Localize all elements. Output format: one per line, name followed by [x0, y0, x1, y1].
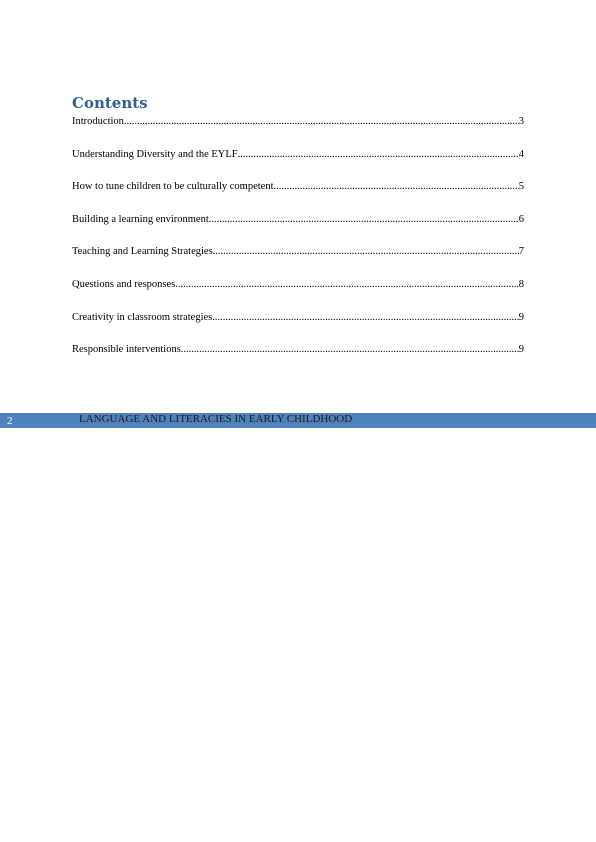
- toc-entry-page: 3: [518, 116, 524, 127]
- toc-entry-title: Responsible interventions: [72, 344, 181, 356]
- toc-entry-title: Introduction: [72, 116, 124, 127]
- toc-dot-leader: [175, 277, 519, 293]
- toc-entry-responsible-interventions[interactable]: [72, 342, 524, 375]
- footer-page-number: 2: [7, 415, 13, 427]
- toc-dot-leader: [209, 212, 519, 228]
- toc-entry-page: 5: [518, 181, 524, 193]
- toc-entry-title: Understanding Diversity and the EYLF: [72, 148, 238, 160]
- table-of-contents: [72, 114, 524, 375]
- contents-heading: Contents: [72, 94, 148, 112]
- toc-entry-understanding-diversity[interactable]: [72, 147, 524, 180]
- toc-entry-title: Creativity in classroom strategies: [72, 311, 213, 323]
- toc-entry-page: 9: [518, 311, 524, 323]
- toc-entry-page: 6: [518, 213, 524, 225]
- toc-entry-page: 4: [518, 148, 524, 160]
- toc-entry-introduction[interactable]: [72, 114, 524, 147]
- toc-dot-leader: [273, 179, 518, 195]
- toc-dot-leader: [213, 244, 519, 260]
- toc-entry-title: How to tune children to be culturally competent: [72, 181, 274, 193]
- toc-dot-leader: [124, 114, 519, 130]
- toc-entry-page: 7: [518, 246, 524, 258]
- toc-entry-title: Building a learning environment: [72, 213, 209, 225]
- toc-entry-questions-responses[interactable]: [72, 277, 524, 310]
- toc-dot-leader: [181, 342, 519, 358]
- toc-dot-leader: [238, 147, 519, 163]
- toc-entry-page: 8: [518, 278, 524, 290]
- toc-entry-page: 9: [518, 344, 524, 356]
- toc-entry-teaching-strategies[interactable]: [72, 244, 524, 277]
- toc-entry-title: Teaching and Learning Strategies: [72, 246, 213, 258]
- toc-dot-leader: [212, 310, 518, 326]
- toc-entry-title: Questions and responses: [72, 278, 176, 290]
- toc-entry-cultural-competence[interactable]: [72, 179, 524, 212]
- footer-running-title: LANGUAGE AND LITERACIES IN EARLY CHILDHOOD: [79, 413, 353, 425]
- toc-entry-learning-environment[interactable]: [72, 212, 524, 245]
- toc-entry-creativity[interactable]: [72, 310, 524, 343]
